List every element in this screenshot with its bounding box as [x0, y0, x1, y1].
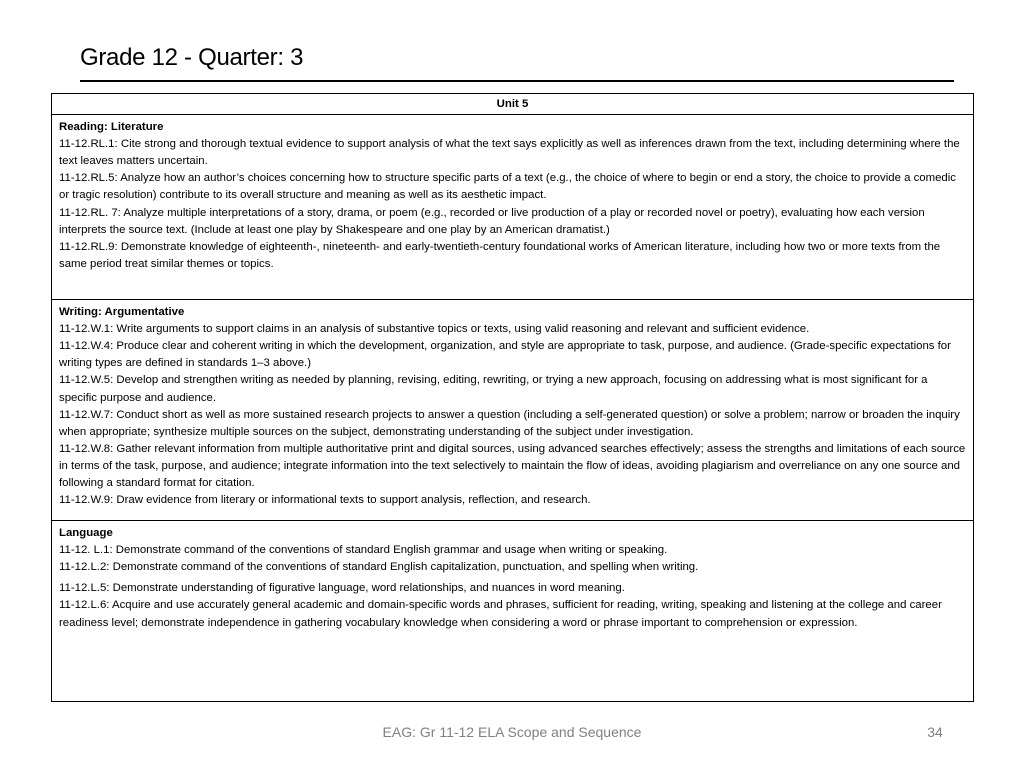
standard-l6: 11-12.L.6: Acquire and use accurately general academic and domain-specific words and phrases, sufficient for reading, writing, speaking and listening at the college and career readiness level; demonstrate independence in gathering vocabulary knowledge when considering a word or phrase important to comprehension or expression. [59, 599, 942, 629]
standard-w5: 11-12.W.5: Develop and strengthen writing as needed by planning, revising, editing, rewriting, or trying a new approach, focusing on addressing what is most significant for a specific purpose and audience. [59, 374, 928, 404]
unit-header: Unit 5 [52, 94, 974, 115]
standard-w8: 11-12.W.8: Gather relevant information from multiple authoritative print and digital sources, using advanced searches effectively; assess the strengths and limitations of each source in terms of the task, purpose, and audience; integrate information into the text selectively to maintain the flow of ideas, avoiding plagiarism and overreliance on any one source and following a standard format for citation. [59, 442, 966, 490]
writing-row [52, 300, 974, 521]
language-heading: Language [59, 527, 113, 540]
footer-caption: EAG: Gr 11-12 ELA Scope and Sequence [382, 724, 642, 740]
standard-rl7: 11-12.RL. 7: Analyze multiple interpretations of a story, drama, or poem (e.g., recorded or live production of a play or recorded novel or poetry), evaluating how each version interprets the source text. (Include at least one play by Shakespeare and one play by an American dramatist.) [59, 206, 925, 236]
standard-l1: 11-12. L.1: Demonstrate command of the conventions of standard English grammar and usage when writing or speaking. [59, 544, 668, 557]
writing-cell [52, 300, 974, 521]
slide-title: Grade 12 - Quarter: 3 [80, 44, 304, 71]
standard-rl1: 11-12.RL.1: Cite strong and thorough textual evidence to support analysis of what the text says explicitly as well as inferences drawn from the text, including determining where the text leaves matters uncertain. [59, 138, 960, 168]
standard-rl9: 11-12.RL.9: Demonstrate knowledge of eighteenth-, nineteenth- and early-twentieth-century foundational works of American literature, including how two or more texts from the same period treat similar themes or topics. [59, 240, 941, 270]
reading-heading: Reading: Literature [59, 121, 164, 134]
page-number: 34 [927, 724, 943, 740]
title-divider [80, 80, 954, 82]
standard-w9: 11-12.W.9: Draw evidence from literary or informational texts to support analysis, reflection, and research. [59, 494, 591, 507]
reading-row [52, 115, 974, 300]
reading-cell [52, 115, 974, 300]
unit-standards-table [51, 93, 974, 702]
standard-w7: 11-12.W.7: Conduct short as well as more sustained research projects to answer a question (including a self-generated question) or solve a problem; narrow or broaden the inquiry when appropriate; synthesize multiple sources on the subject, demonstrating understanding of the subject under investigation. [59, 408, 960, 438]
table-header-row [52, 94, 974, 115]
language-cell [52, 521, 974, 702]
standard-w4: 11-12.W.4: Produce clear and coherent writing in which the development, organization, and style are appropriate to task, purpose, and audience. (Grade-specific expectations for writing types are defined in standards 1–3 above.) [59, 340, 951, 370]
standard-l2: 11-12.L.2: Demonstrate command of the conventions of standard English capitalization, punctuation, and spelling when writing. [59, 561, 699, 574]
standard-rl5: 11-12.RL.5: Analyze how an author’s choices concerning how to structure specific parts of a text (e.g., the choice of where to begin or end a story, the choice to provide a comedic or tragic resolution) contribute to its overall structure and meaning as well as its aesthetic impact. [59, 172, 956, 202]
language-row [52, 521, 974, 702]
writing-heading: Writing: Argumentative [59, 306, 185, 319]
standard-l5: 11-12.L.5: Demonstrate understanding of figurative language, word relationships, and nuances in word meaning. [59, 582, 625, 595]
standard-w1: 11-12.W.1: Write arguments to support claims in an analysis of substantive topics or texts, using valid reasoning and relevant and sufficient evidence. [59, 323, 810, 336]
